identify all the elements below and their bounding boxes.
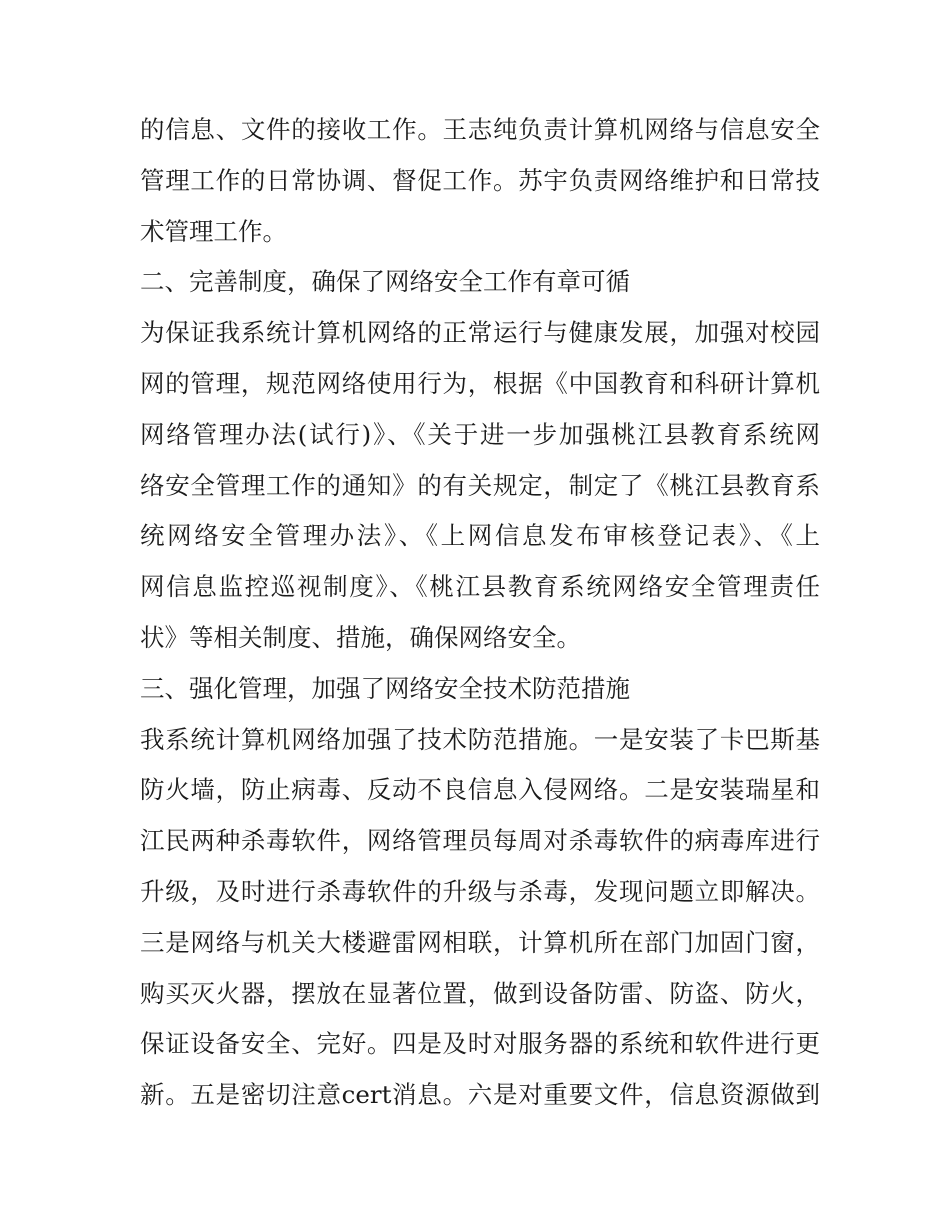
text-line: 状》等相关制度、措施，确保网络安全。	[140, 622, 581, 652]
text-line: 管理工作的日常协调、督促工作。苏宇负责网络维护和日常技	[140, 165, 820, 195]
text-line: 升级，及时进行杀毒软件的升级与杀毒，发现问题立即解决。	[140, 876, 820, 906]
text-line: 保证设备安全、完好。四是及时对服务器的系统和软件进行更	[140, 1029, 820, 1059]
text-line: 购买灭火器，摆放在显著位置，做到设备防雷、防盗、防火，	[140, 978, 820, 1008]
text-line: 统网络安全管理办法》、《上网信息发布审核登记表》、《上	[140, 521, 820, 551]
text-line: 的信息、文件的接收工作。王志纯负责计算机网络与信息安全	[140, 115, 820, 144]
section-heading-2: 二、完善制度，确保了网络安全工作有章可循	[140, 267, 630, 297]
text-line: 新。五是密切注意cert消息。六是对重要文件，信息资源做到	[140, 1080, 820, 1110]
section-heading-3: 三、强化管理，加强了网络安全技术防范措施	[140, 673, 630, 703]
text-line: 网络管理办法(试行)》、《关于进一步加强桃江县教育系统网	[140, 419, 820, 449]
text-line: 网的管理，规范网络使用行为，根据《中国教育和科研计算机	[140, 368, 820, 398]
text-line: 三是网络与机关大楼避雷网相联，计算机所在部门加固门窗，	[140, 927, 820, 957]
text-line: 防火墙，防止病毒、反动不良信息入侵网络。二是安装瑞星和	[140, 775, 820, 805]
text-line: 络安全管理工作的通知》的有关规定，制定了《桃江县教育系	[140, 470, 820, 500]
text-line: 术管理工作。	[140, 216, 287, 246]
text-line: 江民两种杀毒软件，网络管理员每周对杀毒软件的病毒库进行	[140, 826, 820, 856]
text-line: 为保证我系统计算机网络的正常运行与健康发展，加强对校园	[140, 318, 820, 348]
text-line: 网信息监控巡视制度》、《桃江县教育系统网络安全管理责任	[140, 572, 820, 602]
text-line: 我系统计算机网络加强了技术防范措施。一是安装了卡巴斯基	[140, 724, 820, 754]
body-text	[140, 105, 820, 1121]
